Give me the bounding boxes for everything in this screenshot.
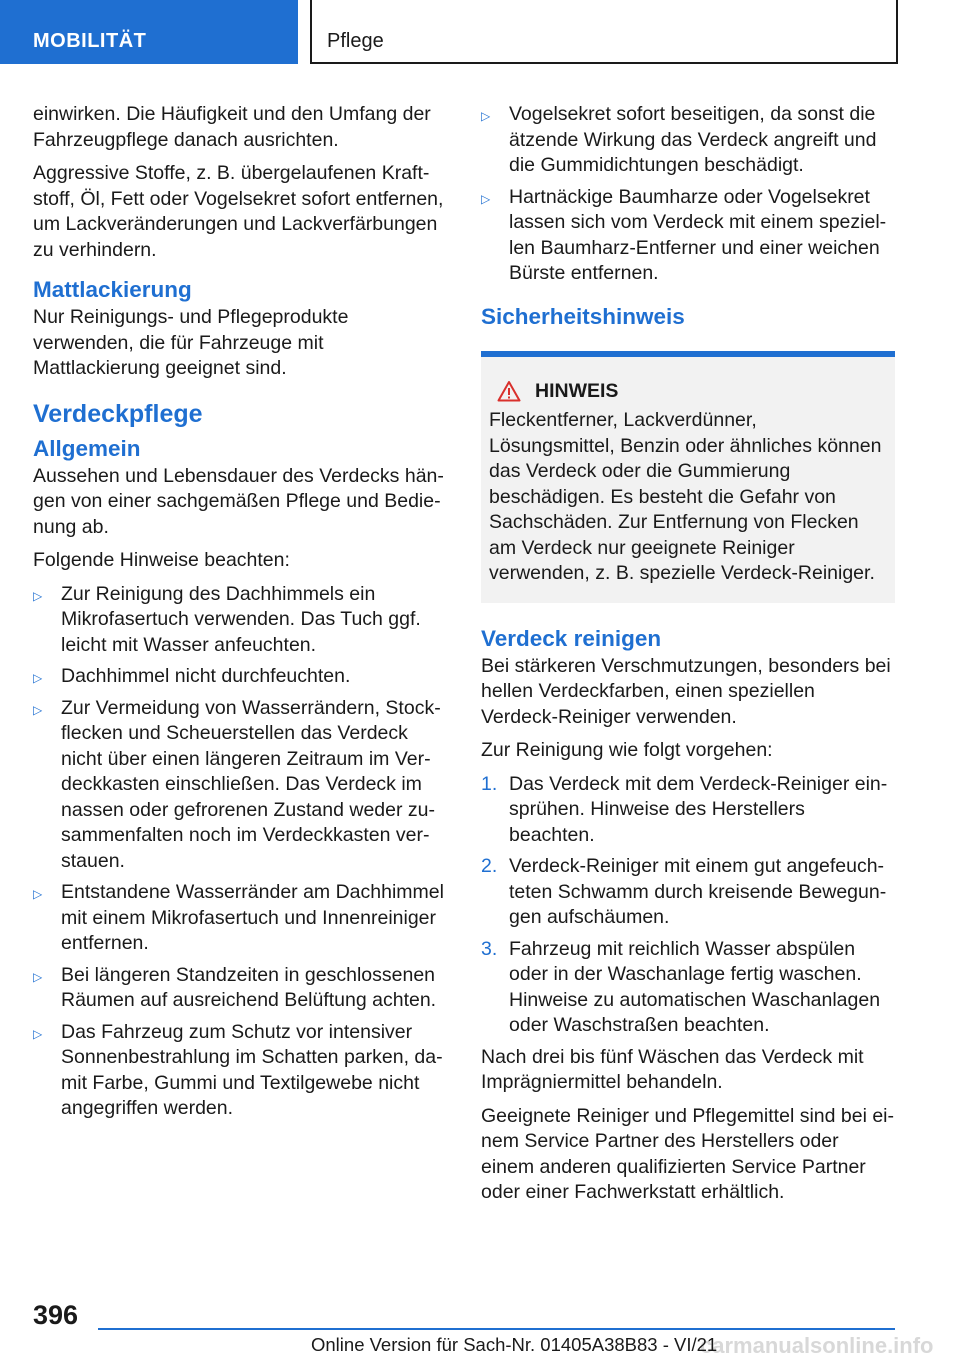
paragraph: Geeignete Reiniger und Pflegemittel sind bei einem Service Partner des Herstellers oder einem anderen qualifizierten Service Partner oder einer Fachwerkstatt erhältlich. xyxy=(481,1104,895,1203)
list-item: ▷ Dachhimmel nicht durchfeuchten. xyxy=(33,664,448,690)
paragraph: Aussehen und Lebensdauer des Verdecks hängen von einer sachgemäßen Pflege und Bedienung ab. xyxy=(33,464,444,538)
paragraph: einwirken. Die Häufigkeit und den Umfang der Fahrzeugpflege danach ausrichten. xyxy=(33,103,431,151)
step-number: 1. xyxy=(481,772,498,795)
triangle-right-icon: ▷ xyxy=(33,588,43,603)
paragraph: Zur Reinigung wie folgt vorgehen: xyxy=(481,739,773,761)
triangle-right-icon: ▷ xyxy=(33,969,43,984)
paragraph: Nach drei bis fünf Wäschen das Verdeck mit Imprägniermittel behandeln. xyxy=(481,1045,864,1093)
list-item: ▷ Entstandene Wasserränder am Dachhimmel mit einem Mikrofasertuch und Innenreiniger entfernen. xyxy=(33,881,444,954)
heading-mattlackierung: Mattlackierung xyxy=(33,277,192,302)
list-item: ▷ Zur Vermeidung von Wasserrändern, Stockflecken und Scheuerstellen das Verdeck nicht über einen längeren Zeitraum im Verdeckkasten einschließen. Das Verdeck im nassen oder gefrorenen Zustand weder zusammenfalten noch im Verdeckkasten verstauen. xyxy=(33,696,441,872)
heading-allgemein: Allgemein xyxy=(33,435,141,461)
triangle-right-icon: ▷ xyxy=(481,109,491,123)
paragraph: Aggressive Stoffe, z. B. übergelaufenen Kraftstoff, Öl, Fett oder Vogelsekret sofort entfernen, um Lackveränderungen und Lackverfärbungen zu verhindern. xyxy=(33,162,444,261)
heading-verdeckpflege: Verdeckpflege xyxy=(33,399,203,428)
left-column xyxy=(33,102,448,1128)
chapter-label: Pflege xyxy=(327,30,384,52)
paragraph: Folgende Hinweise beachten: xyxy=(33,549,290,571)
list-item: ▷ Zur Reinigung des Dachhimmels ein Mikrofasertuch verwenden. Das Tuch ggf. leicht mit Wasser anfeuchten. xyxy=(33,582,421,656)
paragraph: Nur Reinigungs- und Pflegeprodukte verwenden, die für Fahrzeuge mit Mattlackierung geeignet sind. xyxy=(33,306,349,379)
watermark: carmanualsonline.info xyxy=(700,1333,934,1358)
heading-sicherheitshinweis: Sicherheitshinweis xyxy=(481,303,685,329)
triangle-right-icon: ▷ xyxy=(481,191,491,206)
notice-text: Fleckentferner, Lackverdünner, Lösungsmittel, Benzin oder ähnliches können das Verdeck oder die Gummierung beschädigen. Es besteht die Gefahr von Sachschäden. Zur Entfernung von Flecken am Verdeck nur geeignete Reiniger verwenden, z. B. spezielle Verdeck-Reiniger. xyxy=(489,409,882,584)
right-column xyxy=(481,102,895,1214)
triangle-right-icon: ▷ xyxy=(33,887,43,901)
steps-list xyxy=(481,772,895,1039)
step-number: 3. xyxy=(481,937,498,960)
page-header xyxy=(0,0,960,66)
triangle-right-icon: ▷ xyxy=(33,1026,43,1041)
section-label: MOBILITÄT xyxy=(33,30,147,52)
notice-box xyxy=(481,351,895,603)
list-item: 3. Fahrzeug mit reichlich Wasser abspülen oder in der Waschanlage fertig waschen. Hinweise zu automatischen Waschanlagen oder Waschstraßen beachten. xyxy=(481,937,881,1036)
warning-triangle-icon xyxy=(497,380,521,402)
list-item: 1. Das Verdeck mit dem Verdeck-Reiniger einsprühen. Hinweise des Herstellers beachten. xyxy=(481,772,888,846)
footer-version: Online Version für Sach-Nr. 01405A38B83 - VI/21 xyxy=(311,1334,718,1355)
list-item: ▷ Bei längeren Standzeiten in geschlossenen Räumen auf ausreichend Belüftung achten. xyxy=(33,963,437,1011)
chapter-tab xyxy=(310,0,898,64)
footer-divider xyxy=(98,1328,895,1330)
notice-header xyxy=(497,379,887,405)
heading-verdeck-reinigen: Verdeck reinigen xyxy=(481,625,662,651)
list-item: 2. Verdeck-Reiniger mit einem gut angefeuchteten Schwamm durch kreisende Bewegungen aufschäumen. xyxy=(481,855,887,928)
notice-title: HINWEIS xyxy=(535,379,619,402)
bullet-list xyxy=(481,102,895,287)
list-item: ▷ Vogelsekret sofort beseitigen, da sonst die ätzende Wirkung das Verdeck angreift und die Gummidichtungen beschädigt. xyxy=(481,103,877,176)
step-number: 2. xyxy=(481,855,498,877)
page-number: 396 xyxy=(33,1300,79,1330)
list-item: ▷ Hartnäckige Baumharze oder Vogelsekret lassen sich vom Verdeck mit einem speziellen Baumharz-Entferner und einer weichen Bürste entfernen. xyxy=(481,185,887,284)
triangle-right-icon: ▷ xyxy=(33,702,43,717)
section-tab xyxy=(0,0,298,64)
bullet-list xyxy=(33,582,448,1122)
list-item: ▷ Das Fahrzeug zum Schutz vor intensiver Sonnenbestrahlung im Schatten parken, damit Farbe, Gummi und Textilgewebe nicht angegriffen werden. xyxy=(33,1020,443,1119)
triangle-right-icon: ▷ xyxy=(33,671,43,685)
paragraph: Bei stärkeren Verschmutzungen, besonders bei hellen Verdeckfarben, einen speziellen Verdeck-Reiniger verwenden. xyxy=(481,654,891,728)
